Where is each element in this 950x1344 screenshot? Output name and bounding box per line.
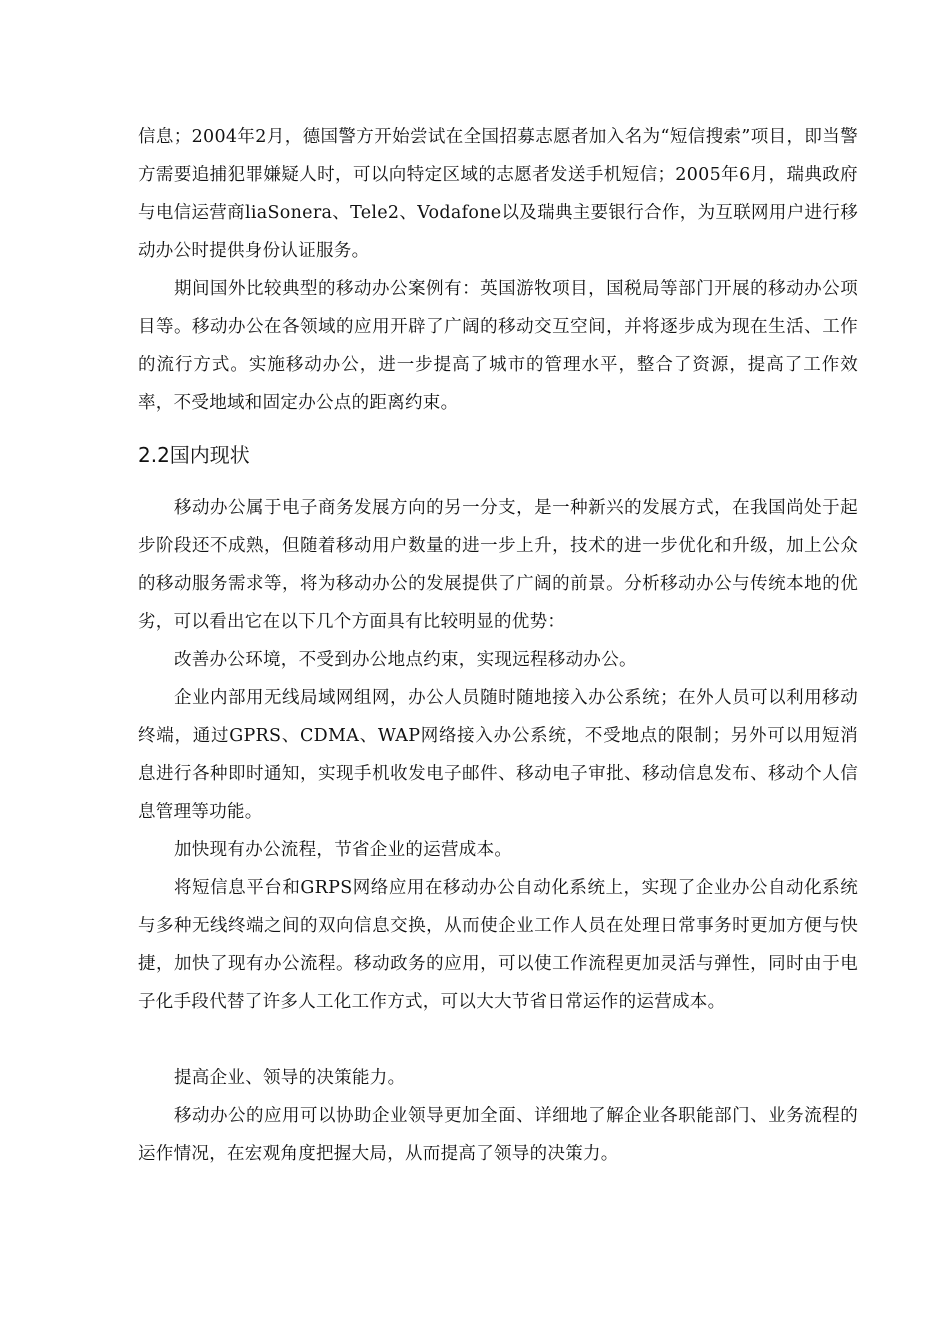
paragraph-continued-intro: 信息；2004年2月，德国警方开始尝试在全国招募志愿者加入名为“短信搜索”项目，即当警方需要追捕犯罪嫌疑人时，可以向特定区域的志愿者发送手机短信；2005年6月，瑞典政府与电信运营商liaSonera、Tele2、Vodafone以及瑞典主要银行合作，为互联网用户进行移动办公时提供身份认证服务。 — [138, 127, 858, 261]
section-heading: 2.2国内现状 — [138, 443, 250, 467]
paragraph-domestic-overview: 移动办公属于电子商务发展方向的另一分支，是一种新兴的发展方式，在我国尚处于起步阶段还不成熟，但随着移动用户数量的进一步上升，技术的进一步优化和升级，加上公众的移动服务需求等，将为移动办公的发展提供了广阔的前景。分析移动办公与传统本地的优劣，可以看出它在以下几个方面具有比较明显的优势： — [138, 498, 858, 632]
paragraph-advantage-2-title: 加快现有办公流程，节省企业的运营成本。 — [174, 840, 513, 860]
paragraph-advantage-3-body: 移动办公的应用可以协助企业领导更加全面、详细地了解企业各职能部门、业务流程的运作情况，在宏观角度把握大局，从而提高了领导的决策力。 — [138, 1106, 858, 1164]
paragraph-advantage-3-title: 提高企业、领导的决策能力。 — [174, 1068, 406, 1088]
paragraph-advantage-1-title: 改善办公环境，不受到办公地点约束，实现远程移动办公。 — [174, 650, 637, 670]
paragraph-advantage-2-body: 将短信息平台和GRPS网络应用在移动办公自动化系统上，实现了企业办公自动化系统与多种无线终端之间的双向信息交换，从而使企业工作人员在处理日常事务时更加方便与快捷，加快了现有办公流程。移动政务的应用，可以使工作流程更加灵活与弹性，同时由于电子化手段代替了许多人工化工作方式，可以大大节省日常运作的运营成本。 — [138, 878, 858, 1012]
paragraph-foreign-cases: 期间国外比较典型的移动办公案例有：英国游牧项目，国税局等部门开展的移动办公项目等。移动办公在各领域的应用开辟了广阔的移动交互空间，并将逐步成为现在生活、工作的流行方式。实施移动办公，进一步提高了城市的管理水平，整合了资源，提高了工作效率，不受地域和固定办公点的距离约束。 — [138, 279, 858, 413]
paragraph-advantage-1-body: 企业内部用无线局域网组网，办公人员随时随地接入办公系统；在外人员可以利用移动终端，通过GPRS、CDMA、WAP网络接入办公系统，不受地点的限制；另外可以用短消息进行各种即时通知，实现手机收发电子邮件、移动电子审批、移动信息发布、移动个人信息管理等功能。 — [138, 688, 858, 822]
